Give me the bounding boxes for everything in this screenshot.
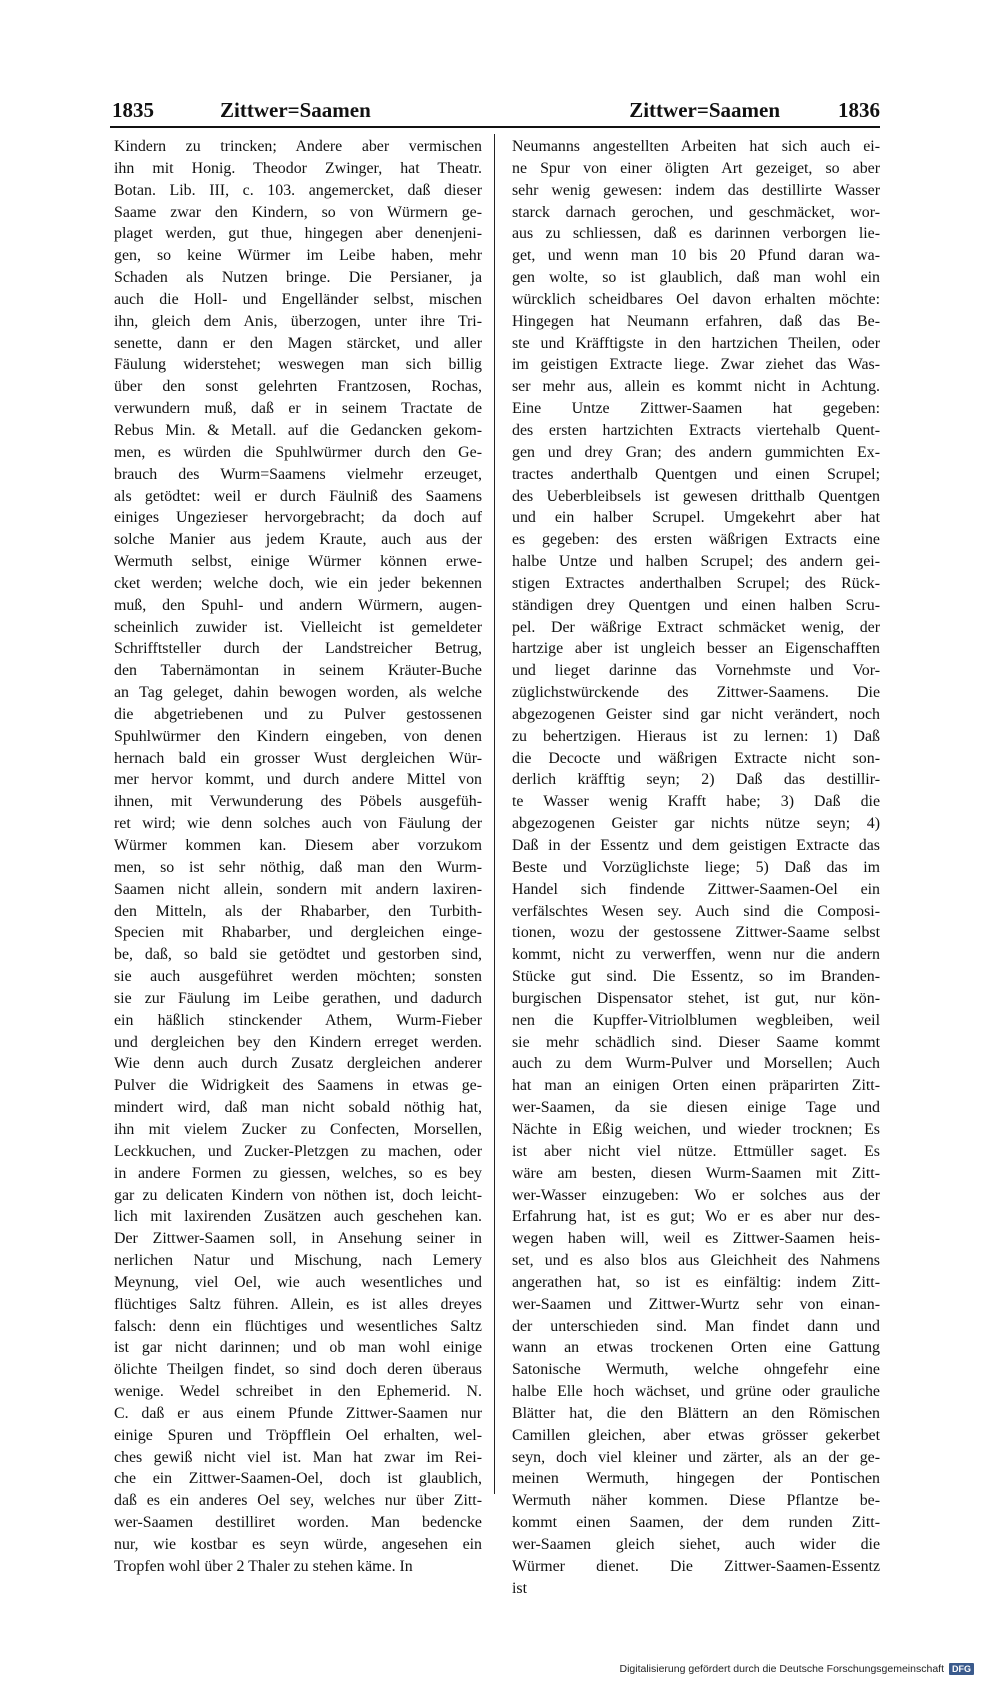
text-line: Pulver die Widrigkeit des Saamens in etwas ge- [114, 1077, 482, 1095]
text-line: ist gar nicht darinnen; und ob man wohl einige [114, 1339, 482, 1357]
text-line: Eine Untze Zittwer-Saamen hat gegeben: [512, 400, 880, 418]
text-line: get, und wenn man 10 bis 20 Pfund daran wa- [512, 247, 880, 265]
text-line: halbe Untze und halben Scrupel; des andern gei- [512, 553, 880, 571]
text-line: sehr wenig gewesen: indem das destillirte Wasser [512, 181, 880, 199]
text-line: verfälschtes Wesen sey. Auch sind die Composi- [512, 902, 880, 920]
text-line: solche Manier aus jedem Kraute, auch aus der [114, 531, 482, 549]
text-line: muß, den Spuhl- und andern Würmern, augen- [114, 596, 482, 614]
text-line: che ein Zittwer-Saamen-Oel, doch ist glaublich, [114, 1470, 482, 1488]
text-line: Meynung, viel Oel, wie auch wesentliches und [114, 1273, 482, 1291]
text-line: im geistigen Extracte liege. Zwar ziehet das Was- [512, 356, 880, 374]
text-line: ein häßlich stinckender Athem, Wurm-Fieber [114, 1011, 482, 1029]
text-line: hartzige aber ist ungleich besser an Eigenschafften [512, 640, 880, 658]
text-line: es gegeben: des ersten wäßrigen Extracts eine [512, 531, 880, 549]
text-line: würcklich scheidbares Oel davon erhalten möchte: [512, 290, 880, 308]
text-line: Würmer dienet. Die Zittwer-Saamen-Essentz [512, 1557, 880, 1575]
text-line: tractes anderthalb Quentgen und einen Scrupel; [512, 465, 880, 483]
text-line: und lieget darinne das Vornehmste und Vor- [512, 662, 880, 680]
text-line: wenige. Wedel schreibet in den Ephemerid. N. [114, 1383, 482, 1401]
text-line: abgezogenen Geister sind gar nicht verändert, noch [512, 705, 880, 723]
text-line: gen wolte, so ist glaublich, daß man wohl ein [512, 269, 880, 287]
page-number-right: 1836 [838, 98, 880, 122]
text-line: starck darnach gerochen, und geschmäcket, wor- [512, 203, 880, 221]
text-line: Rebus Min. & Metall. auf die Gedancken gekom- [114, 421, 482, 439]
text-line: wer-Saamen, da sie diesen einige Tage und [512, 1099, 880, 1117]
left-text-column [114, 136, 482, 1578]
text-line: te Wasser wenig Krafft habe; 3) Daß die [512, 793, 880, 811]
text-line: wann an etwas trockenen Orten eine Gattung [512, 1339, 880, 1357]
text-line: ne Spur von einer öligten Art gezeiget, so aber [512, 159, 880, 177]
text-line: kommt einen Saamen, der dem runden Zitt- [512, 1514, 880, 1532]
running-title-left: Zittwer=Saamen [220, 98, 371, 122]
text-line: ret wird; wie denn solches auch von Fäulung der [114, 815, 482, 833]
text-line: Wermuth näher kommen. Diese Pflantze be- [512, 1492, 880, 1510]
text-line: stigen Extractes anderthalben Scrupel; des Rück- [512, 574, 880, 592]
text-line: nur, wie kostbar es seyn würde, angesehen ein [114, 1536, 482, 1553]
text-line: wer-Saamen gleich siehet, auch wider die [512, 1536, 880, 1553]
text-line: wegen haben will, weil es Zittwer-Saamen heis- [512, 1230, 880, 1248]
text-line: be, daß, so bald sie getödtet und gestorben sind, [114, 946, 482, 964]
text-line: einige Spuren und Tröpfflein Oel erhalten, wel- [114, 1426, 482, 1444]
text-line: sie auch ausgeführet werden möchten; sonsten [114, 968, 482, 986]
text-line: ihn, gleich dem Anis, überzogen, unter ihre Tri- [114, 312, 482, 330]
text-line: Specien mit Rhabarber, und dergleichen einge- [114, 924, 482, 942]
text-line: verwundern muß, daß er in seinem Tractate de [114, 400, 482, 418]
text-line: Tropfen wohl über 2 Thaler zu stehen käme. In [114, 1557, 413, 1575]
text-line: Kindern zu trincken; Andere aber vermischen [114, 138, 482, 155]
text-line: ihnen, mit Verwunderung des Pöbels ausgefüh- [114, 793, 482, 811]
text-line: auch zu dem Wurm-Pulver und Morsellen; Auch [512, 1055, 880, 1073]
text-line: an Tag geleget, dahin bewogen worden, als welche [114, 684, 482, 702]
text-line: sie zur Fäulung im Leibe gerathen, und dadurch [114, 989, 482, 1007]
text-line: züglichstwürckende des Zittwer-Saamens. Die [512, 684, 880, 702]
text-line: ist [512, 1579, 528, 1597]
text-line: hat man an einigen Orten einen präparirten Zitt- [512, 1077, 880, 1095]
text-line: auch die Holl- und Engelländer selbst, mischen [114, 290, 482, 308]
text-line: Daß in der Essentz und dem geistigen Extracte das [512, 837, 880, 854]
text-line: Satonische Wermuth, welche ohngefehr eine [512, 1361, 880, 1379]
text-line: burgischen Dispensator stehet, ist gut, nur kön- [512, 989, 880, 1007]
text-line: der unterschieden sind. Man findet dann und [512, 1317, 880, 1335]
text-line: Nächte in Eßig weichen, und wieder trocknen; Es [512, 1120, 880, 1138]
text-line: wer-Wasser einzugeben: Wo er solches aus der [512, 1186, 880, 1204]
text-line: cket werden; welche doch, wie ein jeder bekennen [114, 574, 482, 592]
text-line: Leckkuchen, und Zucker-Pletzgen zu machen, oder [114, 1142, 482, 1160]
text-line: kommt, nicht zu verwerffen, wenn nur die andern [512, 946, 880, 964]
text-line: nen die Kupffer-Vitriolblumen wegbleiben, weil [512, 1011, 880, 1029]
text-line: Erfahrung hat, ist es gut; Wo er es aber nur des- [512, 1208, 880, 1226]
text-line: aus zu schliessen, daß es darinnen verborgen lie- [512, 225, 880, 243]
text-line: ches gewiß nicht viel ist. Man hat zwar im Rei- [114, 1448, 482, 1466]
text-line: brauch des Wurm=Saamens vielmehr erzeuget, [114, 465, 482, 483]
text-line: sie mehr schädlich sind. Dieser Saame kommt [512, 1033, 880, 1051]
text-line: Beste und Vorzüglichste liege; 5) Daß das im [512, 858, 880, 876]
text-line: ihn mit Honig. Theodor Zwinger, hat Theatr. [114, 159, 482, 177]
text-line: den Tabernämontan in seinem Kräuter-Buche [114, 662, 482, 680]
text-line: plaget werden, gut thue, hingegen aber denenjeni- [114, 225, 482, 243]
text-line: set, und es also blos aus Gleichheit des Nahmens [512, 1252, 880, 1270]
footer-text: Digitalisierung gefördert durch die Deutsche Forschungsgemeinschaft [619, 1663, 944, 1675]
text-line: in andere Formen zu giessen, welches, so es bey [114, 1164, 482, 1182]
text-line: tionen, wozu der gestossene Zittwer-Saame selbst [512, 924, 880, 942]
text-line: Blätter hat, die den Blättern an den Römischen [512, 1404, 880, 1422]
text-line: über den sonst gelehrten Frantzosen, Rochas, [114, 378, 482, 396]
text-line: wäre am besten, diesen Wurm-Saamen mit Zitt- [512, 1164, 880, 1182]
text-line: ölichte Theilgen findet, so sind doch deren überaus [114, 1361, 482, 1379]
text-line: men, es würden die Spuhlwürmer durch den Ge- [114, 443, 482, 461]
text-line: mer hervor kommt, und durch andere Mittel von [114, 771, 482, 789]
text-line: ihn mit vielem Zucker zu Confecten, Morsellen, [114, 1120, 482, 1138]
text-line: als getödtet: weil er durch Fäulniß des Saamens [114, 487, 482, 505]
text-line: Schrifftsteller durch der Landstreicher Betrug, [114, 640, 482, 658]
column-divider [494, 134, 495, 1494]
text-line: lich mit laxirenden Zusätzen auch geschehen kan. [114, 1208, 482, 1226]
text-line: ser mehr aus, allein es kommt nicht in Achtung. [512, 378, 880, 396]
right-text-column [512, 136, 880, 1600]
text-line: pel. Der wäßrige Extract schmäcket wenig, der [512, 618, 880, 636]
text-line: Würmer kommen kan. Diesem aber vorzukom [114, 837, 482, 854]
text-line: wer-Saamen destilliret worden. Man bedencke [114, 1514, 482, 1532]
text-line: Neumanns angestellten Arbeiten hat sich auch ei- [512, 138, 880, 155]
text-line: ste und Kräfftigste in den hartzichen Theilen, oder [512, 334, 880, 352]
text-line: Hingegen hat Neumann erfahren, daß das Be- [512, 312, 880, 330]
page-header [110, 90, 880, 128]
text-line: hernach bald ein grosser Wust dergleichen Wür- [114, 749, 482, 767]
text-line: einiges Ungezieser hervorgebracht; da doch auf [114, 509, 482, 527]
text-line: abgezogenen Geister gar nichts nütze seyn; 4) [512, 815, 880, 833]
text-line: zu behertzigen. Hieraus ist zu lernen: 1) Daß [512, 727, 880, 745]
text-line: meinen Wermuth, hingegen der Pontischen [512, 1470, 880, 1488]
text-line: Der Zittwer-Saamen soll, in Ansehung seiner in [114, 1230, 482, 1248]
text-line: und ein halber Scrupel. Umgekehrt aber hat [512, 509, 880, 527]
text-line: scheinlich zuwider ist. Vielleicht ist gemeldeter [114, 618, 482, 636]
running-title-right: Zittwer=Saamen [629, 98, 780, 122]
text-line: flüchtiges Saltz führen. Allein, es ist alles dreyes [114, 1295, 482, 1313]
text-line: Fäulung widerstehet; weswegen man sich billig [114, 356, 482, 374]
text-line: Wie denn auch durch Zusatz dergleichen anderer [114, 1055, 482, 1073]
text-line: ist aber nicht viel nütze. Ettmüller saget. Es [512, 1142, 880, 1160]
text-line: senette, dann er den Magen stärcket, und aller [114, 334, 482, 352]
text-line: angerathen hat, so ist es einfältig: indem Zitt- [512, 1273, 880, 1291]
text-line: den Mitteln, als der Rhabarber, den Turbith- [114, 902, 482, 920]
text-line: daß es ein anderes Oel sey, welches nur über Zitt- [114, 1492, 482, 1510]
text-line: des ersten hartzichten Extracts viertehalb Quent- [512, 421, 880, 439]
text-line: mindert wird, daß man nicht sobald nöthig hat, [114, 1099, 482, 1117]
text-line: Handel sich findende Zittwer-Saamen-Oel ein [512, 880, 880, 898]
dfg-logo: DFG [949, 1663, 974, 1675]
text-line: derlich kräfftig seyn; 2) Daß das destillir- [512, 771, 880, 789]
text-line: C. daß er aus einem Pfunde Zittwer-Saamen nur [114, 1404, 482, 1422]
text-line: die abgetriebenen und zu Pulver gestossenen [114, 705, 482, 723]
text-line: falsch: denn ein flüchtiges und wesentliches Saltz [114, 1317, 482, 1335]
text-line: Saamen nicht allein, sondern mit andern laxiren- [114, 880, 482, 898]
text-line: Stücke gut sind. Die Essentz, so im Branden- [512, 968, 880, 986]
text-line: und dergleichen bey den Kindern erreget werden. [114, 1033, 482, 1051]
text-line: die Decocte und wäßrigen Extracte nicht son- [512, 749, 880, 767]
text-line: Saame zwar den Kindern, so von Würmern ge- [114, 203, 482, 221]
text-line: Botan. Lib. III, c. 103. angemercket, daß dieser [114, 181, 482, 199]
text-line: ständigen drey Quentgen und einen halben Scru- [512, 596, 880, 614]
text-line: des Ueberbleibsels ist gewesen dritthalb Quentgen [512, 487, 880, 505]
text-line: Wermuth selbst, einige Würmer können erwe- [114, 553, 482, 571]
text-line: gar zu delicaten Kindern von nöthen ist, doch leicht- [114, 1186, 482, 1204]
text-line: wer-Saamen und Zittwer-Wurtz sehr von einan- [512, 1295, 880, 1313]
footer-credit [619, 1660, 974, 1678]
text-line: nerlichen Natur und Mischung, nach Lemery [114, 1252, 482, 1270]
text-line: seyn, doch viel kleiner und zärter, als an der ge- [512, 1448, 880, 1466]
text-line: Spuhlwürmer den Kindern eingeben, von denen [114, 727, 482, 745]
text-line: gen und drey Gran; des andern gummichten Ex- [512, 443, 880, 461]
text-line: gen, so keine Würmer im Leibe haben, mehr [114, 247, 482, 265]
text-line: Schaden als Nutzen bringe. Die Persianer, ja [114, 269, 482, 287]
text-line: halbe Elle hoch wächset, und grüne oder grauliche [512, 1383, 880, 1401]
page-number-left: 1835 [112, 98, 154, 122]
text-line: Camillen gleichen, aber etwas grösser gekerbet [512, 1426, 880, 1444]
text-line: men, so ist sehr nöthig, daß man den Wurm- [114, 858, 482, 876]
